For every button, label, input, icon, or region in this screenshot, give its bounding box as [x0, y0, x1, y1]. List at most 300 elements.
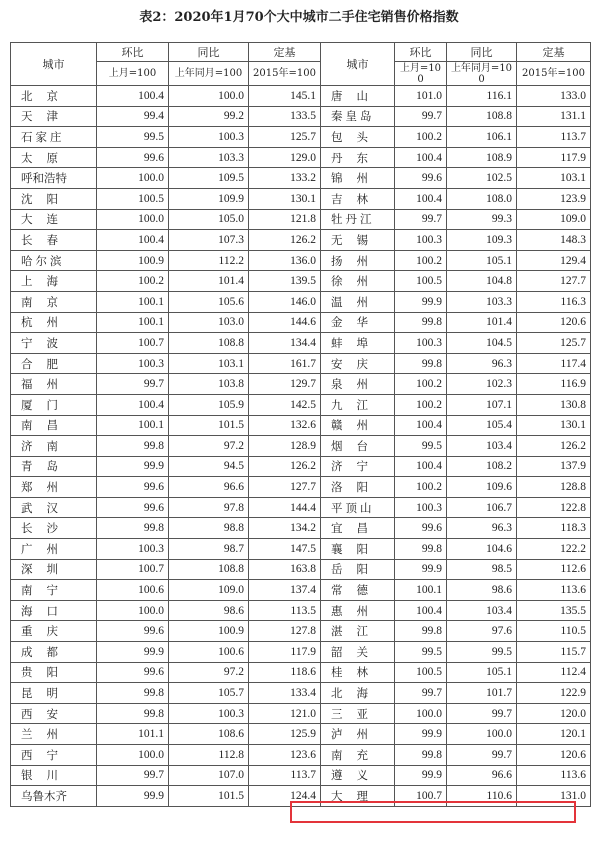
- city-name-cell: 海口: [11, 600, 97, 621]
- index-value-cell: 105.4: [447, 415, 517, 436]
- city-name-cell: 西安: [11, 703, 97, 724]
- index-value-cell: 127.8: [249, 621, 321, 642]
- index-value-cell: 100.4: [97, 394, 169, 415]
- header-yoy-sub-left: 上年同月=100: [169, 62, 249, 86]
- index-value-cell: 101.4: [447, 312, 517, 333]
- index-value-cell: 105.7: [169, 683, 249, 704]
- index-value-cell: 142.5: [249, 394, 321, 415]
- city-name-cell: 韶关: [321, 642, 395, 663]
- index-value-cell: 116.9: [517, 374, 591, 395]
- table-row: [11, 250, 591, 271]
- index-value-cell: 118.3: [517, 518, 591, 539]
- table-row: [11, 539, 591, 560]
- index-value-cell: 99.9: [395, 559, 447, 580]
- index-value-cell: 124.4: [249, 786, 321, 807]
- index-value-cell: 122.9: [517, 683, 591, 704]
- city-name-cell: 福州: [11, 374, 97, 395]
- index-value-cell: 125.7: [249, 127, 321, 148]
- city-name-cell: 济宁: [321, 456, 395, 477]
- index-value-cell: 123.6: [249, 745, 321, 766]
- index-value-cell: 99.5: [97, 127, 169, 148]
- index-value-cell: 99.4: [97, 106, 169, 127]
- index-value-cell: 133.4: [249, 683, 321, 704]
- index-value-cell: 144.6: [249, 312, 321, 333]
- index-value-cell: 99.6: [97, 477, 169, 498]
- index-value-cell: 100.1: [97, 312, 169, 333]
- table-row: [11, 353, 591, 374]
- city-name-cell: 银川: [11, 765, 97, 786]
- index-value-cell: 108.8: [169, 559, 249, 580]
- index-value-cell: 144.4: [249, 497, 321, 518]
- index-value-cell: 108.6: [169, 724, 249, 745]
- index-value-cell: 100.7: [395, 786, 447, 807]
- index-value-cell: 121.0: [249, 703, 321, 724]
- index-value-cell: 100.3: [169, 703, 249, 724]
- index-value-cell: 100.0: [97, 168, 169, 189]
- index-value-cell: 99.8: [395, 745, 447, 766]
- header-city-right: 城市: [321, 43, 395, 86]
- header-mom-right: 环比: [395, 43, 447, 62]
- index-value-cell: 132.6: [249, 415, 321, 436]
- index-value-cell: 136.0: [249, 250, 321, 271]
- city-name-cell: 襄阳: [321, 539, 395, 560]
- city-name-cell: 锦州: [321, 168, 395, 189]
- index-value-cell: 103.1: [169, 353, 249, 374]
- index-value-cell: 126.2: [249, 456, 321, 477]
- index-value-cell: 133.2: [249, 168, 321, 189]
- index-value-cell: 120.6: [517, 312, 591, 333]
- index-value-cell: 100.2: [395, 127, 447, 148]
- city-name-cell: 徐州: [321, 271, 395, 292]
- index-value-cell: 99.9: [395, 724, 447, 745]
- city-name-cell: 成都: [11, 642, 97, 663]
- index-value-cell: 100.3: [97, 539, 169, 560]
- index-value-cell: 108.2: [447, 456, 517, 477]
- city-name-cell: 平顶山: [321, 497, 395, 518]
- table-row: [11, 271, 591, 292]
- index-value-cell: 98.6: [447, 580, 517, 601]
- index-value-cell: 96.3: [447, 518, 517, 539]
- index-value-cell: 117.9: [249, 642, 321, 663]
- table-row: [11, 188, 591, 209]
- index-value-cell: 127.7: [517, 271, 591, 292]
- city-name-cell: 郑州: [11, 477, 97, 498]
- index-value-cell: 113.7: [249, 765, 321, 786]
- index-value-cell: 97.8: [169, 497, 249, 518]
- table-row: [11, 291, 591, 312]
- city-name-cell: 扬州: [321, 250, 395, 271]
- table-row: [11, 436, 591, 457]
- index-value-cell: 100.0: [395, 703, 447, 724]
- index-value-cell: 113.6: [517, 765, 591, 786]
- city-name-cell: 湛江: [321, 621, 395, 642]
- index-value-cell: 131.0: [517, 786, 591, 807]
- index-value-cell: 102.3: [447, 374, 517, 395]
- index-value-cell: 100.2: [395, 477, 447, 498]
- index-value-cell: 106.1: [447, 127, 517, 148]
- index-value-cell: 105.0: [169, 209, 249, 230]
- index-value-cell: 99.6: [97, 497, 169, 518]
- index-value-cell: 103.0: [169, 312, 249, 333]
- index-value-cell: 100.9: [97, 250, 169, 271]
- index-value-cell: 113.7: [517, 127, 591, 148]
- index-value-cell: 110.5: [517, 621, 591, 642]
- index-value-cell: 108.8: [447, 106, 517, 127]
- index-value-cell: 112.6: [517, 559, 591, 580]
- index-value-cell: 99.9: [97, 786, 169, 807]
- table-row: [11, 415, 591, 436]
- index-value-cell: 97.2: [169, 436, 249, 457]
- index-value-cell: 118.6: [249, 662, 321, 683]
- header-yoy-sub-right: 上年同月=100: [447, 62, 517, 86]
- table-row: [11, 600, 591, 621]
- index-value-cell: 100.7: [97, 559, 169, 580]
- city-name-cell: 南宁: [11, 580, 97, 601]
- index-value-cell: 100.7: [97, 333, 169, 354]
- index-value-cell: 120.1: [517, 724, 591, 745]
- city-name-cell: 呼和浩特: [11, 168, 97, 189]
- index-value-cell: 100.9: [169, 621, 249, 642]
- price-index-table: [10, 42, 591, 807]
- city-name-cell: 厦门: [11, 394, 97, 415]
- index-value-cell: 146.0: [249, 291, 321, 312]
- header-yoy-right: 同比: [447, 43, 517, 62]
- index-value-cell: 125.7: [517, 333, 591, 354]
- city-name-cell: 九江: [321, 394, 395, 415]
- index-value-cell: 101.5: [169, 415, 249, 436]
- header-city-left: 城市: [11, 43, 97, 86]
- index-value-cell: 134.2: [249, 518, 321, 539]
- index-value-cell: 126.2: [249, 230, 321, 251]
- table-row: [11, 497, 591, 518]
- index-value-cell: 100.6: [97, 580, 169, 601]
- index-value-cell: 100.4: [97, 86, 169, 107]
- city-name-cell: 石家庄: [11, 127, 97, 148]
- index-value-cell: 94.5: [169, 456, 249, 477]
- index-value-cell: 100.1: [97, 291, 169, 312]
- index-value-cell: 135.5: [517, 600, 591, 621]
- index-value-cell: 97.2: [169, 662, 249, 683]
- index-value-cell: 100.1: [395, 580, 447, 601]
- index-value-cell: 100.2: [395, 374, 447, 395]
- table-body: [11, 86, 591, 807]
- index-value-cell: 131.1: [517, 106, 591, 127]
- index-value-cell: 100.2: [395, 394, 447, 415]
- header-mom-sub-left: 上月=100: [97, 62, 169, 86]
- city-name-cell: 深圳: [11, 559, 97, 580]
- index-value-cell: 133.5: [249, 106, 321, 127]
- city-name-cell: 秦皇岛: [321, 106, 395, 127]
- index-value-cell: 100.3: [395, 230, 447, 251]
- table-row: [11, 168, 591, 189]
- index-value-cell: 99.6: [97, 662, 169, 683]
- index-value-cell: 103.4: [447, 600, 517, 621]
- city-name-cell: 合肥: [11, 353, 97, 374]
- index-value-cell: 137.4: [249, 580, 321, 601]
- index-value-cell: 139.5: [249, 271, 321, 292]
- index-value-cell: 112.8: [169, 745, 249, 766]
- index-value-cell: 130.1: [249, 188, 321, 209]
- index-value-cell: 96.6: [169, 477, 249, 498]
- index-value-cell: 128.8: [517, 477, 591, 498]
- table-row: [11, 518, 591, 539]
- city-name-cell: 贵阳: [11, 662, 97, 683]
- index-value-cell: 147.5: [249, 539, 321, 560]
- index-value-cell: 115.7: [517, 642, 591, 663]
- index-value-cell: 99.8: [97, 518, 169, 539]
- table-row: [11, 230, 591, 251]
- city-name-cell: 三亚: [321, 703, 395, 724]
- index-value-cell: 134.4: [249, 333, 321, 354]
- index-value-cell: 137.9: [517, 456, 591, 477]
- index-value-cell: 99.8: [97, 683, 169, 704]
- index-value-cell: 99.6: [395, 518, 447, 539]
- index-value-cell: 100.3: [169, 127, 249, 148]
- index-value-cell: 100.4: [395, 147, 447, 168]
- city-name-cell: 安庆: [321, 353, 395, 374]
- header-base-left: 定基: [249, 43, 321, 62]
- index-value-cell: 100.5: [97, 188, 169, 209]
- index-value-cell: 99.8: [395, 312, 447, 333]
- table-row: [11, 209, 591, 230]
- table-row: [11, 394, 591, 415]
- city-name-cell: 丹东: [321, 147, 395, 168]
- index-value-cell: 129.7: [249, 374, 321, 395]
- city-name-cell: 武汉: [11, 497, 97, 518]
- index-value-cell: 117.4: [517, 353, 591, 374]
- table-row: [11, 703, 591, 724]
- index-value-cell: 99.9: [97, 456, 169, 477]
- index-value-cell: 113.5: [249, 600, 321, 621]
- index-value-cell: 99.7: [447, 703, 517, 724]
- index-value-cell: 107.1: [447, 394, 517, 415]
- index-value-cell: 100.0: [97, 600, 169, 621]
- index-value-cell: 107.0: [169, 765, 249, 786]
- index-value-cell: 103.8: [169, 374, 249, 395]
- table-row: [11, 477, 591, 498]
- index-value-cell: 116.1: [447, 86, 517, 107]
- index-value-cell: 105.6: [169, 291, 249, 312]
- city-name-cell: 广州: [11, 539, 97, 560]
- index-value-cell: 99.3: [447, 209, 517, 230]
- index-value-cell: 100.3: [395, 497, 447, 518]
- index-value-cell: 103.3: [169, 147, 249, 168]
- header-base-sub-left: 2015年=100: [249, 62, 321, 86]
- city-name-cell: 吉林: [321, 188, 395, 209]
- city-name-cell: 乌鲁木齐: [11, 786, 97, 807]
- index-value-cell: 101.0: [395, 86, 447, 107]
- index-value-cell: 126.2: [517, 436, 591, 457]
- index-value-cell: 99.6: [395, 168, 447, 189]
- table-row: [11, 456, 591, 477]
- index-value-cell: 101.5: [169, 786, 249, 807]
- city-name-cell: 桂林: [321, 662, 395, 683]
- index-value-cell: 100.4: [395, 456, 447, 477]
- header-base-sub-right: 2015年=100: [517, 62, 591, 86]
- index-value-cell: 105.9: [169, 394, 249, 415]
- index-value-cell: 100.4: [97, 230, 169, 251]
- city-name-cell: 南充: [321, 745, 395, 766]
- header-base-right: 定基: [517, 43, 591, 62]
- index-value-cell: 100.3: [97, 353, 169, 374]
- city-name-cell: 大连: [11, 209, 97, 230]
- table-row: [11, 86, 591, 107]
- index-value-cell: 100.5: [395, 271, 447, 292]
- city-name-cell: 岳阳: [321, 559, 395, 580]
- index-value-cell: 99.8: [395, 621, 447, 642]
- index-value-cell: 108.9: [447, 147, 517, 168]
- index-value-cell: 99.7: [447, 745, 517, 766]
- city-name-cell: 西宁: [11, 745, 97, 766]
- index-value-cell: 99.8: [97, 436, 169, 457]
- city-name-cell: 青岛: [11, 456, 97, 477]
- city-name-cell: 金华: [321, 312, 395, 333]
- city-name-cell: 泸州: [321, 724, 395, 745]
- index-value-cell: 100.3: [395, 333, 447, 354]
- city-name-cell: 上海: [11, 271, 97, 292]
- city-name-cell: 兰州: [11, 724, 97, 745]
- index-value-cell: 99.8: [97, 703, 169, 724]
- city-name-cell: 长春: [11, 230, 97, 251]
- index-value-cell: 109.0: [517, 209, 591, 230]
- index-value-cell: 163.8: [249, 559, 321, 580]
- city-name-cell: 泉州: [321, 374, 395, 395]
- index-value-cell: 99.7: [97, 374, 169, 395]
- index-value-cell: 161.7: [249, 353, 321, 374]
- index-value-cell: 103.3: [447, 291, 517, 312]
- index-value-cell: 130.8: [517, 394, 591, 415]
- city-name-cell: 昆明: [11, 683, 97, 704]
- table-row: [11, 683, 591, 704]
- index-value-cell: 99.5: [395, 642, 447, 663]
- index-value-cell: 108.8: [169, 333, 249, 354]
- highlight-box-dali: [290, 801, 576, 823]
- index-value-cell: 104.8: [447, 271, 517, 292]
- city-name-cell: 北京: [11, 86, 97, 107]
- index-value-cell: 108.0: [447, 188, 517, 209]
- city-name-cell: 蚌埠: [321, 333, 395, 354]
- index-value-cell: 100.0: [169, 86, 249, 107]
- city-name-cell: 天津: [11, 106, 97, 127]
- table-row: [11, 106, 591, 127]
- index-value-cell: 109.3: [447, 230, 517, 251]
- index-value-cell: 133.0: [517, 86, 591, 107]
- index-value-cell: 99.5: [395, 436, 447, 457]
- index-value-cell: 100.1: [97, 415, 169, 436]
- index-value-cell: 102.5: [447, 168, 517, 189]
- city-name-cell: 北海: [321, 683, 395, 704]
- index-value-cell: 100.4: [395, 600, 447, 621]
- table-row: [11, 724, 591, 745]
- index-value-cell: 99.7: [97, 765, 169, 786]
- index-value-cell: 129.0: [249, 147, 321, 168]
- index-value-cell: 100.0: [97, 745, 169, 766]
- index-value-cell: 101.1: [97, 724, 169, 745]
- city-name-cell: 宜昌: [321, 518, 395, 539]
- index-value-cell: 109.6: [447, 477, 517, 498]
- city-name-cell: 南京: [11, 291, 97, 312]
- table-row: [11, 580, 591, 601]
- city-name-cell: 惠州: [321, 600, 395, 621]
- index-value-cell: 117.9: [517, 147, 591, 168]
- index-value-cell: 97.6: [447, 621, 517, 642]
- index-value-cell: 103.1: [517, 168, 591, 189]
- index-value-cell: 109.5: [169, 168, 249, 189]
- index-value-cell: 99.9: [395, 765, 447, 786]
- city-name-cell: 沈阳: [11, 188, 97, 209]
- city-name-cell: 济南: [11, 436, 97, 457]
- city-name-cell: 哈尔滨: [11, 250, 97, 271]
- index-value-cell: 127.7: [249, 477, 321, 498]
- city-name-cell: 赣州: [321, 415, 395, 436]
- index-value-cell: 96.6: [447, 765, 517, 786]
- index-value-cell: 100.5: [395, 662, 447, 683]
- city-name-cell: 烟台: [321, 436, 395, 457]
- index-value-cell: 122.8: [517, 497, 591, 518]
- index-value-cell: 100.2: [395, 250, 447, 271]
- index-value-cell: 116.3: [517, 291, 591, 312]
- table-row: [11, 642, 591, 663]
- index-value-cell: 99.6: [97, 621, 169, 642]
- index-value-cell: 99.8: [395, 353, 447, 374]
- index-value-cell: 99.7: [395, 209, 447, 230]
- city-name-cell: 杭州: [11, 312, 97, 333]
- index-value-cell: 101.4: [169, 271, 249, 292]
- index-value-cell: 98.7: [169, 539, 249, 560]
- index-value-cell: 100.2: [97, 271, 169, 292]
- city-name-cell: 洛阳: [321, 477, 395, 498]
- index-value-cell: 99.8: [395, 539, 447, 560]
- index-value-cell: 105.1: [447, 662, 517, 683]
- index-value-cell: 99.2: [169, 106, 249, 127]
- index-value-cell: 104.6: [447, 539, 517, 560]
- index-value-cell: 99.7: [395, 683, 447, 704]
- table-row: [11, 312, 591, 333]
- index-value-cell: 145.1: [249, 86, 321, 107]
- index-value-cell: 113.6: [517, 580, 591, 601]
- index-value-cell: 107.3: [169, 230, 249, 251]
- index-value-cell: 99.7: [395, 106, 447, 127]
- index-value-cell: 125.9: [249, 724, 321, 745]
- index-value-cell: 121.8: [249, 209, 321, 230]
- index-value-cell: 101.7: [447, 683, 517, 704]
- index-value-cell: 100.6: [169, 642, 249, 663]
- index-value-cell: 109.0: [169, 580, 249, 601]
- index-value-cell: 100.4: [395, 415, 447, 436]
- city-name-cell: 太原: [11, 147, 97, 168]
- city-name-cell: 唐山: [321, 86, 395, 107]
- city-name-cell: 长沙: [11, 518, 97, 539]
- index-value-cell: 99.9: [97, 642, 169, 663]
- city-name-cell: 遵义: [321, 765, 395, 786]
- table-row: [11, 374, 591, 395]
- table-row: [11, 662, 591, 683]
- index-value-cell: 100.4: [395, 188, 447, 209]
- index-value-cell: 122.2: [517, 539, 591, 560]
- city-name-cell: 无锡: [321, 230, 395, 251]
- index-value-cell: 103.4: [447, 436, 517, 457]
- index-value-cell: 99.5: [447, 642, 517, 663]
- table-title: 表2：2020年1月70个大中城市二手住宅销售价格指数: [139, 10, 459, 25]
- index-value-cell: 120.6: [517, 745, 591, 766]
- index-value-cell: 123.9: [517, 188, 591, 209]
- index-value-cell: 99.6: [97, 147, 169, 168]
- city-name-cell: 包头: [321, 127, 395, 148]
- index-value-cell: 130.1: [517, 415, 591, 436]
- header-yoy-left: 同比: [169, 43, 249, 62]
- index-value-cell: 100.0: [97, 209, 169, 230]
- index-value-cell: 129.4: [517, 250, 591, 271]
